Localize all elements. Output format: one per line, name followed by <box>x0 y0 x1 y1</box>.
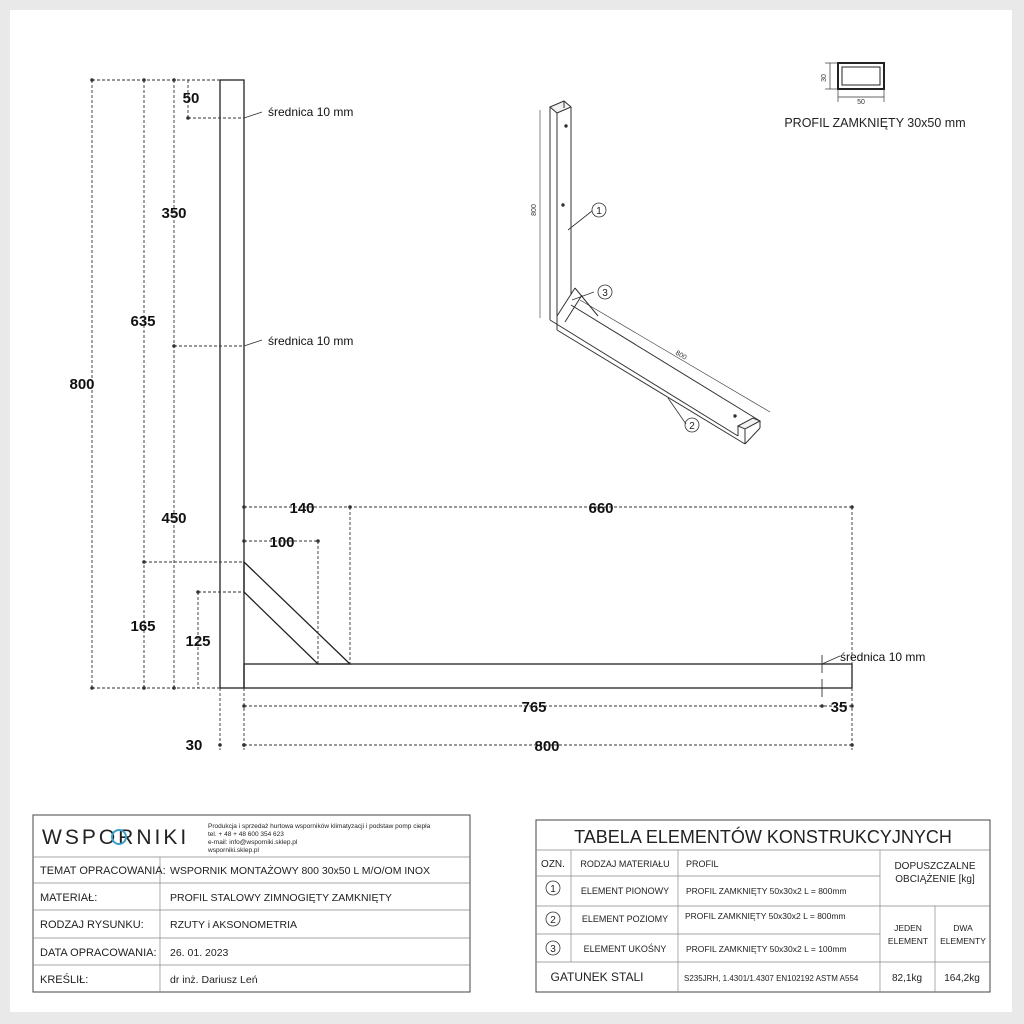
row-label-author: KREŚLIŁ: <box>40 974 89 986</box>
row-1-ozn: 1 <box>550 884 556 895</box>
row-label-drawing-type: RODZAJ RYSUNKU: <box>40 919 144 931</box>
header-one-wrap <box>882 922 934 952</box>
steel-grade-value: S235JRH, 1.4301/1.4307 EN102192 ASTM A554 <box>684 974 859 983</box>
diagonal-brace <box>244 562 350 664</box>
header-one: JEDEN ELEMENT <box>887 923 929 946</box>
dim-lower-gap: 450 <box>161 510 187 527</box>
header-profile: PROFIL <box>686 859 719 869</box>
profile-caption: PROFIL ZAMKNIĘTY 30x50 mm <box>784 116 966 130</box>
table-title: TABELA ELEMENTÓW KONSTRUKCYJNYCH <box>574 827 952 847</box>
vertical-ticks <box>90 78 246 747</box>
header-two: DWA ELEMENTY <box>940 923 986 946</box>
hole-note-top: średnica 10 mm <box>268 105 354 119</box>
company-info-line-4: wsporniki.sklep.pl <box>208 847 259 854</box>
hole-leaders <box>244 112 840 697</box>
vertical-post <box>220 80 244 688</box>
row-2-material: ELEMENT POZIOMY <box>581 914 669 924</box>
company-info-line-2: tel. + 48 + 48 600 354 623 <box>208 831 284 838</box>
axon-callout-3: 3 <box>602 288 608 299</box>
profile-cross-section <box>821 63 884 106</box>
dim-top-hole-offset: 50 <box>182 90 200 107</box>
row-value-material: PROFIL STALOWY ZIMNOGIĘTY ZAMKNIĘTY <box>170 892 392 904</box>
row-label-material: MATERIAŁ: <box>40 892 98 904</box>
axonometric-view <box>540 101 770 444</box>
row-value-author: dr inż. Dariusz Leń <box>170 974 258 986</box>
hole-note-arm: średnica 10 mm <box>840 650 926 664</box>
header-material: RODZAJ MATERIAŁU <box>580 859 670 869</box>
dim-brace-inner-height: 125 <box>185 633 211 650</box>
row-value-drawing-type: RZUTY i AKSONOMETRIA <box>170 919 297 931</box>
row-1-material: ELEMENT PIONOWY <box>580 886 670 896</box>
axon-horizontal-label: 800 <box>673 349 688 362</box>
row-3-material: ELEMENT UKOŚNY <box>583 944 667 954</box>
dim-upper-segment: 635 <box>130 313 156 330</box>
header-load: DOPUSZCZALNE OBCIĄŻENIE [kg] <box>894 861 976 885</box>
profile-height-label: 30 <box>821 74 828 82</box>
header-ozn: OZN. <box>541 859 565 870</box>
elements-table <box>536 820 990 992</box>
company-info-line-3: e-mail: info@wsporniki.sklep.pl <box>208 839 298 846</box>
header-two-wrap <box>936 922 990 952</box>
dim-brace-offset: 140 <box>289 500 315 517</box>
hole-note-middle: średnica 10 mm <box>268 334 354 348</box>
horizontal-arm <box>244 664 852 688</box>
row-1-profile: PROFIL ZAMKNIĘTY 50x30x2 L = 800mm <box>686 886 847 896</box>
dim-post-width: 30 <box>185 737 203 754</box>
row-label-topic: TEMAT OPRACOWANIA: <box>40 865 166 877</box>
profile-width-label: 50 <box>857 99 865 106</box>
axon-vertical-label: 800 <box>531 204 538 216</box>
dim-brace-inner-width: 100 <box>269 534 295 551</box>
row-value-date: 26. 01. 2023 <box>170 947 229 959</box>
row-3-ozn: 3 <box>550 944 556 955</box>
horizontal-ticks <box>242 505 854 747</box>
row-3-profile: PROFIL ZAMKNIĘTY 50x30x2 L = 100mm <box>686 944 847 954</box>
dim-arm-hole-offset: 35 <box>830 699 848 716</box>
dim-hole-spacing: 350 <box>161 205 187 222</box>
company-info-line-1: Produkcja i sprzedaż hurtowa wsporników klimatyzacji i podstaw pomp ciepła <box>208 823 431 830</box>
dim-total-width: 800 <box>534 738 560 755</box>
dim-total-height: 800 <box>69 376 95 393</box>
load-two-elements: 164,2kg <box>944 973 980 984</box>
dim-arm-hole-position: 765 <box>521 699 547 716</box>
row-value-topic: WSPORNIK MONTAŻOWY 800 30x50 L M/O/OM INOX <box>170 865 431 877</box>
vertical-dimensions <box>92 80 244 750</box>
horizontal-dimensions <box>244 507 852 750</box>
dim-brace-height: 165 <box>130 618 156 635</box>
steel-grade-label: GATUNEK STALI <box>550 970 644 984</box>
row-2-ozn: 2 <box>550 915 556 926</box>
title-block <box>33 815 470 992</box>
row-label-date: DATA OPRACOWANIA: <box>40 947 157 959</box>
company-logo: WSPORNIKI <box>42 826 190 849</box>
row-2-profile: PROFIL ZAMKNIĘTY 50x30x2 L = 800mm <box>685 911 846 921</box>
bracket-front-view <box>220 80 852 688</box>
load-one-element: 82,1kg <box>891 973 923 984</box>
axon-callout-2: 2 <box>689 421 695 432</box>
dim-arm-outer-length: 660 <box>588 500 614 517</box>
axon-callout-1: 1 <box>596 206 602 217</box>
header-load-wrap <box>882 860 988 894</box>
